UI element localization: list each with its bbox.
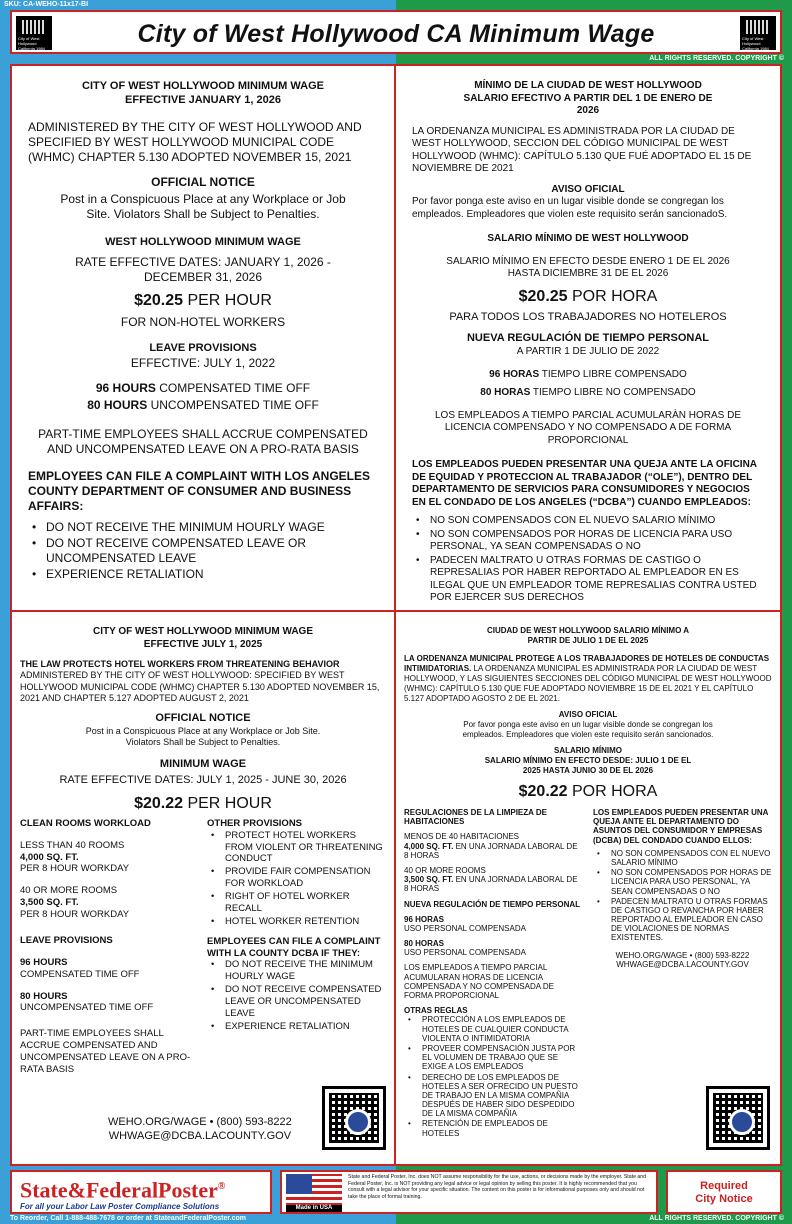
- official-notice-heading: OFFICIAL NOTICE: [155, 712, 251, 724]
- leave-compensated: USO PERSONAL COMPENSADA: [404, 923, 526, 933]
- section-heading: CITY OF WEST HOLLYWOOD MINIMUM WAGE EFFECTIVE JULY 1, 2025: [93, 626, 313, 650]
- made-in-usa-label: Made in USA: [286, 1205, 342, 1213]
- min-wage-heading: MINIMUM WAGE: [159, 758, 247, 771]
- leave-uncompensated: UNCOMPENSATED TIME OFF: [20, 1002, 154, 1014]
- official-notice-heading: AVISO OFICIAL: [551, 183, 625, 195]
- leave-heading: NUEVA REGULACIÓN DE TIEMPO PERSONAL: [466, 332, 710, 345]
- copyright-top: ALL RIGHTS RESERVED. COPYRIGHT ©: [649, 55, 784, 62]
- contact-email[interactable]: WHWAGE@DCBA.LACOUNTY.GOV: [616, 959, 749, 969]
- spanish-2025-hotel-section: [396, 612, 780, 1164]
- page-title: City of West Hollywood CA Minimum Wage: [137, 20, 655, 48]
- other-rules-heading: OTRAS REGLAS: [404, 1006, 468, 1016]
- complaint-heading: LOS EMPLEADOS PUEDEN PRESENTAR UNA QUEJA ANTE LA OFICINA DE EQUIDAD Y PROTECCION AL TRABAJADOR (“OLE”), DENTRO DEL DEPARTAMENTO DE SERVICIOS PARA CONSUMIDORES Y NEGOCIOS EN EL CONDADO DE LOS ANGELES (“DCBA”) CUANDO EMPLEADOS:: [412, 459, 757, 508]
- leave-compensated: COMPENSATED TIME OFF: [20, 968, 140, 980]
- official-notice-heading: AVISO OFICIAL: [558, 710, 618, 719]
- hotel-columns: [20, 818, 386, 1076]
- list-item: • PROTECCIÓN A LOS EMPLEADOS DE HOTELES DE CUALQUIER CONDUCTA VIOLENTA O INTIMIDATORIA: [404, 1015, 583, 1043]
- section-heading: CITY OF WEST HOLLYWOOD MINIMUM WAGE EFFECTIVE JANUARY 1, 2026: [82, 80, 324, 106]
- official-notice-text: Por favor ponga este aviso en un lugar visible donde se congregan los empleados. Empleadores que violen este requisito serán sancionadoS.: [412, 196, 728, 220]
- rooms-tier-1: LESS THAN 40 ROOMS: [20, 839, 125, 851]
- complaint-heading: LOS EMPLEADOS PUEDEN PRESENTAR UNA QUEJA ANTE EL DEPARTAMENTO DO ASUNTOS DEL CONSUMIDOR Y EMPRESAS (DCBA) DEL CONDADO CUANDO ELLOS:: [593, 808, 769, 845]
- footer: [10, 1170, 782, 1214]
- rate-line: [20, 794, 386, 814]
- part-time-text: LOS EMPLEADOS A TIEMPO PARCIAL ACUMULARAN HORAS DE LICENCIA COMPENSADA Y NO COMPENSADA DE FORMA PROPORCIONAL: [404, 963, 554, 1000]
- list-item: • NO SON COMPENSADOS POR HORAS DE LICENCIA PARA USO PERSONAL, YA SEAN COMPENSADAS O NO: [412, 529, 764, 554]
- rooms-tier-1-detail: 4,000 SQ. FT. EN UNA JORNADA LABORAL DE 8 HORAS: [404, 841, 578, 860]
- rate-unit: PER HOUR: [183, 292, 272, 310]
- list-item: • NO SON COMPENSADOS CON EL NUEVO SALARIO MÍNIMO: [593, 849, 772, 867]
- leave-effective: EFFECTIVE: JULY 1, 2022: [130, 356, 276, 370]
- left-column: [404, 808, 593, 1139]
- list-item: • DERECHO DE LOS EMPLEADOS DE HOTELES A SER OFRECIDO UN PUESTO DE TRABAJO EN LA MISMA COMPAÑIA DESPUÉS DE HABER SIDO DESPEDIDO DE LA MISMA COMPAÑIA: [404, 1073, 583, 1119]
- list-item: • EXPERIENCE RETALIATION: [207, 1021, 386, 1033]
- part-time-text: PART-TIME EMPLOYEES SHALL ACCRUE COMPENSATED AND UNCOMPENSATED LEAVE ON A PRO-RATA BASIS: [38, 427, 368, 456]
- list-item: • DO NOT RECEIVE THE MINIMUM HOURLY WAGE: [207, 959, 386, 983]
- rate-amount: $20.25: [134, 292, 184, 310]
- contact-block: [108, 1092, 292, 1144]
- spanish-2026-section: [396, 66, 780, 612]
- min-wage-heading: SALARIO MÍNIMO DE WEST HOLLYWOOD: [487, 233, 689, 244]
- leave-heading: LEAVE PROVISIONS: [149, 342, 257, 355]
- other-rules-list: [404, 1015, 583, 1137]
- list-item: • PROVIDE FAIR COMPENSATION FOR WORKLOAD: [207, 866, 386, 890]
- brand-logo[interactable]: [10, 1170, 272, 1214]
- clean-rooms-heading: CLEAN ROOMS WORKLOAD: [20, 817, 151, 829]
- complaint-list: [28, 520, 378, 582]
- other-provisions-list: [207, 830, 386, 928]
- leave-compensated-hours: 96 HORAS: [404, 914, 445, 924]
- rate-line: [404, 782, 772, 802]
- leave-heading: LEAVE PROVISIONS: [20, 934, 113, 946]
- law-text: LA ORDENANZA MUNICIPAL PROTEGE A LOS TRABAJADORES DE HOTELES DE CONDUCTAS INTIMIDATORIAS. LA ORDENANZA MUNICIPAL ES ADMINISTRADA POR LA CIUDAD DE WEST HOLLYWOOD, Y LAS SIGUIENTES SECCIONES DEL CÓDIGO MUNICIPAL DE WEST HOLLYWOOD (WHMC): CAPÍTULO 5.130 QUE FUE ADOPTADO NOVIEMBRE 15 DE EL 2021 Y EL CAPÍTULO 5.127 ADOPTADO AGOSTO 2 DE EL 2021.: [404, 654, 772, 703]
- rate-amount: $20.25: [518, 287, 568, 305]
- rate-unit: PER HOUR: [183, 794, 272, 812]
- disclaimer-box: [280, 1170, 658, 1214]
- rate-amount: $20.22: [134, 794, 184, 812]
- english-2026-section: [12, 66, 396, 612]
- city-seal-icon: City of West Hollywood California 1984: [16, 16, 52, 50]
- rate-scope: FOR NON-HOTEL WORKERS: [120, 315, 286, 330]
- rate-line: [28, 291, 378, 311]
- rooms-tier-1-sqft: 4,000 SQ. FT.: [20, 851, 79, 863]
- list-item: • PADECEN MALTRATO U OTRAS FORMAS DE CASTIGO O REPRESALIAS POR HABER REPORTADO AL EMPLEADOR EN ES ILEGAL QUE UN EMPLEADOR TOME REPRESALIAS CONTRA USTED POR EJERCER SUS DERECHOS: [412, 555, 764, 605]
- registered-mark: ®: [217, 1181, 226, 1192]
- qr-code-icon[interactable]: [706, 1086, 770, 1150]
- leave-compensated: 96 HORAS TIEMPO LIBRE COMPENSADO: [489, 368, 687, 380]
- list-item: • HOTEL WORKER RETENTION: [207, 916, 386, 928]
- complaint-heading: EMPLOYEES CAN FILE A COMPLAINT WITH LA COUNTY DCBA IF THEY:: [207, 935, 381, 959]
- qr-code-icon[interactable]: [322, 1086, 386, 1150]
- rate-unit: POR HORA: [567, 287, 658, 305]
- city-seal-icon: City of West Hollywood California 1984: [740, 16, 776, 50]
- brand-tagline: For all your Labor Law Poster Compliance Solutions: [20, 1202, 220, 1212]
- reorder-info[interactable]: To Reorder, Call 1-888-488-7678 or order at StateandFederalPoster.com: [10, 1215, 247, 1222]
- official-notice-text: Post in a Conspicuous Place at any Workplace or Job Site. Violators Shall be Subject to Penalties.: [60, 191, 346, 221]
- rate-dates: SALARIO MÍNIMO EN EFECTO DESDE: JULIO 1 DE EL 2025 HASTA JUNIO 30 DE EL 2026: [484, 756, 692, 775]
- list-item: • RIGHT OF HOTEL WORKER RECALL: [207, 891, 386, 915]
- rooms-tier-2-period: PER 8 HOUR WORKDAY: [20, 909, 130, 920]
- list-item: • EXPERIENCE RETALIATION: [28, 567, 378, 582]
- city-notice-label: City Notice: [695, 1193, 753, 1206]
- complaint-list: [593, 849, 772, 943]
- english-2025-hotel-section: [12, 612, 396, 1164]
- list-item: • RETENCIÓN DE EMPLEADOS DE HOTELES: [404, 1119, 583, 1137]
- disclaimer-text: State and Federal Poster, Inc. does NOT assume responsibility for the use, actions, or decisions made by the employer. State and Federal Poster, Inc. is NOT providing any legal advice or legal opinion by selling this poster. It is highly recommended that you consult with a legal advisor for your specific situation. The content on this poster is for informational purposes only and should not take the place of formal training.: [348, 1174, 647, 1200]
- list-item: • PADECEN MALTRATO U OTRAS FORMAS DE CASTIGO O REVANCHA POR HABER REPORTADO AL EMPLEADOR EN CASO DE VIOLACIONES DE NORMAS EXISTENTES.: [593, 897, 772, 943]
- contact-web-phone[interactable]: WEHO.ORG/WAGE • (800) 593-8222: [615, 950, 750, 960]
- poster-body: [10, 64, 782, 1166]
- rate-dates: RATE EFFECTIVE DATES: JULY 1, 2025 - JUNE 30, 2026: [59, 774, 347, 786]
- rate-line: [412, 287, 764, 307]
- min-wage-heading: SALARIO MÍNIMO: [554, 746, 622, 755]
- leave-uncompensated: 80 HORAS TIEMPO LIBRE NO COMPENSADO: [480, 387, 696, 398]
- header: [10, 10, 782, 54]
- list-item: • PROTECT HOTEL WORKERS FROM VIOLENT OR THREATENING CONDUCT: [207, 830, 386, 866]
- admin-text: LA ORDENANZA MUNICIPAL ES ADMINISTRADA POR LA CIUDAD DE WEST HOLLYWOOD, SECCION DEL CÓDIGO MUNICIPAL DE WEST HOLLYWOOD (WHMC): CAPÍTULO 5.130 QUE FUÉ ADOPTADO EL 15 DE NOVIEMBRE DE 2021: [412, 125, 752, 174]
- leave-uncompensated-hours: 80 HORAS: [404, 939, 445, 949]
- rooms-tier-2: 40 OR MORE ROOMS: [20, 885, 118, 897]
- leave-uncompensated: 80 HOURS UNCOMPENSATED TIME OFF: [87, 398, 319, 412]
- leave-compensated: 96 HOURS COMPENSATED TIME OFF: [95, 381, 311, 395]
- rooms-tier-1: MENOS DE 40 HABITACIONES: [404, 832, 519, 842]
- rooms-tier-2-detail: 3,500 SQ. FT. EN UNA JORNADA LABORAL DE 8 HORAS: [404, 875, 578, 894]
- rate-scope: PARA TODOS LOS TRABAJADORES NO HOTELEROS: [449, 310, 727, 323]
- admin-text: ADMINISTERED BY THE CITY OF WEST HOLLYWOOD AND SPECIFIED BY WEST HOLLYWOOD MUNICIPAL CODE (WHMC) CHAPTER 5.130 ADOPTED NOVEMBER 15, 2021: [28, 119, 362, 164]
- contact-email[interactable]: WHWAGE@DCBA.LACOUNTY.GOV: [108, 1129, 292, 1142]
- complaint-list: [412, 515, 764, 605]
- required-label: Required: [700, 1180, 748, 1192]
- rooms-tier-2-sqft: 3,500 SQ. FT.: [20, 897, 79, 909]
- rate-dates: RATE EFFECTIVE DATES: JANUARY 1, 2026 - DECEMBER 31, 2026: [75, 255, 331, 285]
- min-wage-heading: WEST HOLLYWOOD MINIMUM WAGE: [105, 235, 301, 248]
- list-item: • DO NOT RECEIVE COMPENSATED LEAVE OR UNCOMPENSATED LEAVE: [207, 984, 386, 1020]
- rate-unit: POR HORA: [567, 783, 658, 800]
- complaint-list: [207, 959, 386, 1032]
- right-column: [207, 818, 386, 1076]
- part-time-text: LOS EMPLEADOS A TIEMPO PARCIAL ACUMULARÀN HORAS DE LICENCIA COMPENSADO Y NO COMPENSADO A DE FORMA PROPORCIONAL: [434, 409, 741, 446]
- leave-uncompensated-hours: 80 HOURS: [20, 990, 68, 1002]
- list-item: • PROVEER COMPENSACIÓN JUSTA POR EL VOLUMEN DE TRABAJO QUE SE EXIGE A LOS EMPLEADOS: [404, 1044, 583, 1072]
- required-notice-badge: [666, 1170, 782, 1214]
- rate-amount: $20.22: [518, 783, 568, 800]
- list-item: • DO NOT RECEIVE THE MINIMUM HOURLY WAGE: [28, 520, 378, 535]
- section-heading: CIUDAD DE WEST HOLLYWOOD SALARIO MÍNIMO A PARTIR DE JULIO 1 DE EL 2025: [486, 626, 690, 645]
- list-item: • DO NOT RECEIVE COMPENSATED LEAVE OR UNCOMPENSATED LEAVE: [28, 536, 378, 566]
- official-notice-text: Post in a Conspicuous Place at any Workplace or Job Site. Violators Shall be Subject to Penalties.: [85, 725, 321, 747]
- part-time-text: PART-TIME EMPLOYEES SHALL ACCRUE COMPENSATED AND UNCOMPENSATED LEAVE ON A PRO-RATA BASIS: [20, 1028, 191, 1075]
- leave-compensated-hours: 96 HOURS: [20, 956, 68, 968]
- left-column: [20, 818, 207, 1076]
- leave-uncompensated: USO PERSONAL COMPENSADA: [404, 948, 526, 958]
- law-text: THE LAW PROTECTS HOTEL WORKERS FROM THREATENING BEHAVIOR ADMINISTERED BY THE CITY OF WEST HOLLYWOOD: SPECIFIED BY WEST HOLLYWOOD MUNICIPAL CODE (WHMC) CHAPTER 5.130 ADOPTED NOVEMBER 15, 2021 AND CHAPTER 5.127 ADOPTED AUGUST 2, 2021: [20, 659, 380, 703]
- leave-effective: A PARTIR 1 DE JULIO DE 2022: [516, 346, 660, 357]
- official-notice-heading: OFFICIAL NOTICE: [151, 174, 255, 189]
- rooms-tier-1-period: PER 8 HOUR WORKDAY: [20, 863, 130, 875]
- official-notice-text: Por favor ponga este aviso en un lugar visible donde se congregan los empleados. Empleadores que violen este requisito serán sancionados.: [462, 720, 714, 739]
- complaint-heading: EMPLOYEES CAN FILE A COMPLAINT WITH LOS ANGELES COUNTY DEPARTMENT OF CONSUMER AND BUSINESS AFFAIRS:: [28, 469, 371, 513]
- list-item: • NO SON COMPENSADOS CON EL NUEVO SALARIO MÍNIMO: [412, 515, 764, 528]
- other-provisions-heading: OTHER PROVISIONS: [207, 817, 303, 829]
- leave-heading: NUEVA REGULACIÓN DE TIEMPO PERSONAL: [404, 899, 581, 909]
- contact-web-phone[interactable]: WEHO.ORG/WAGE • (800) 593-8222: [108, 1116, 292, 1128]
- section-heading: MÍNIMO DE LA CIUDAD DE WEST HOLLYWOOD SALARIO EFECTIVO A PARTIR DEL 1 DE ENERO DE 2026: [463, 80, 713, 116]
- brand-name: State&FederalPoster: [20, 1177, 218, 1203]
- us-flag-icon: [286, 1174, 342, 1212]
- rate-dates: SALARIO MÍNIMO EN EFECTO DESDE ENERO 1 DE EL 2026 HASTA DICIEMBRE 31 DE EL 2026: [446, 255, 730, 279]
- sku-label: SKU: CA-WEHO-11x17-BI: [4, 1, 89, 8]
- list-item: • NO SON COMPENSADOS POR HORAS DE LICENCIA PARA USO PERSONAL, YA SEAN COMPENSADAS O NO: [593, 868, 772, 896]
- clean-rooms-heading: REGULACIONES DE LA LIMPIEZA DE HABITACIONES: [404, 808, 547, 827]
- copyright-bottom: ALL RIGHTS RESERVED. COPYRIGHT ©: [649, 1215, 784, 1222]
- rooms-tier-2: 40 OR MORE ROOMS: [404, 865, 486, 875]
